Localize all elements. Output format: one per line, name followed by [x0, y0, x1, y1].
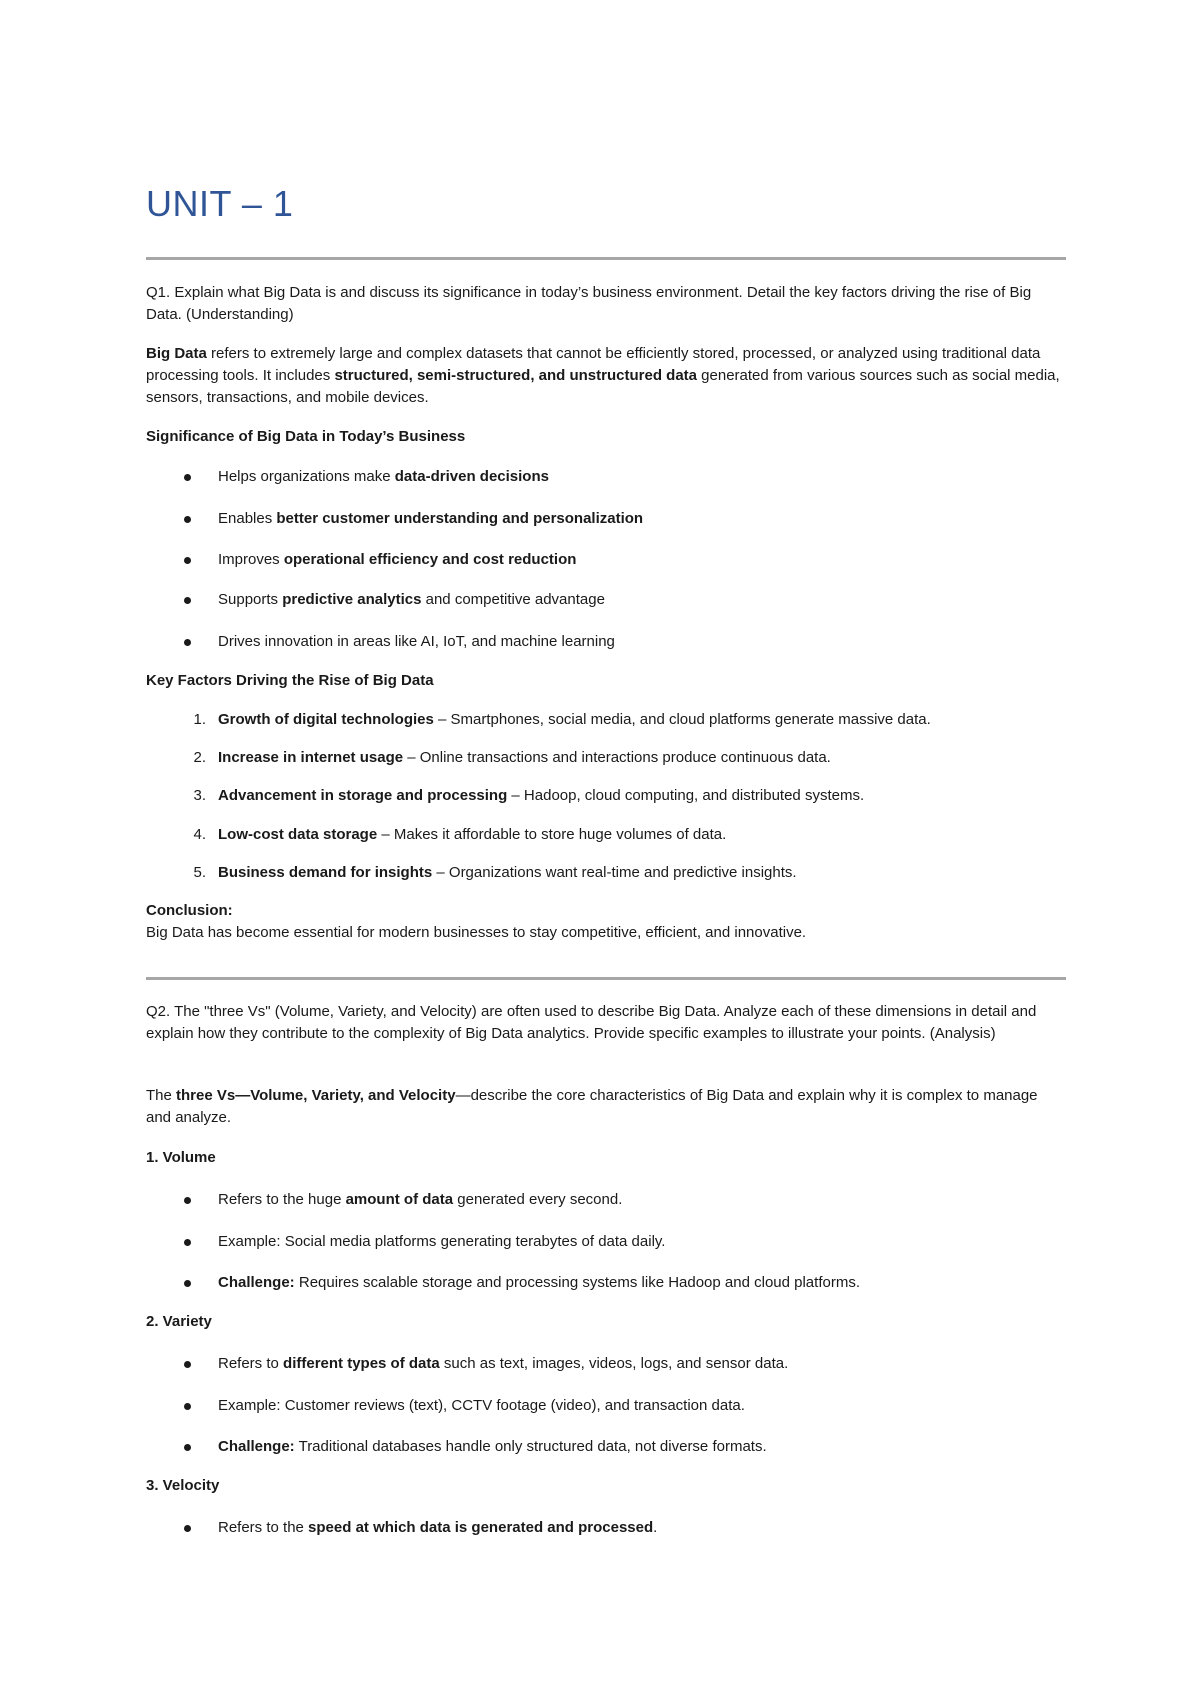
bullet-icon: [184, 1280, 191, 1287]
volume-heading: [146, 1147, 1066, 1169]
item-bold: speed at which data is generated and processed: [308, 1519, 654, 1536]
item-text: Example: Customer reviews (text), CCTV footage (video), and transaction data.: [218, 1397, 745, 1414]
bullet-icon: [184, 639, 191, 646]
item-bold: Growth of digital technologies: [218, 711, 434, 728]
item-text-post: generated every second.: [453, 1191, 623, 1208]
significance-item: [218, 549, 1066, 571]
item-text: Enables: [218, 510, 277, 527]
significance-item: [218, 589, 1066, 611]
q1-def-part-b: generated from various sources such as social media, sensors, transactions, and mobile devices.: [146, 367, 1060, 406]
factor-item: [193, 785, 1066, 807]
variety-item: [218, 1436, 1066, 1458]
item-number: 5.: [193, 864, 206, 881]
velocity-item: [218, 1517, 1066, 1539]
significance-item: [218, 631, 1066, 653]
item-bold: Increase in internet usage: [218, 749, 404, 766]
conclusion-label: Conclusion:: [146, 902, 233, 919]
section-divider: [146, 977, 1066, 980]
unit-heading: UNIT – 1: [146, 183, 294, 224]
conclusion-text: Big Data has become essential for modern businesses to stay competitive, efficient, and innovative.: [146, 924, 807, 941]
q1-def-term: Big Data: [146, 345, 207, 362]
item-bold: better customer understanding and personalization: [276, 510, 644, 527]
item-text: Helps organizations make: [218, 468, 395, 485]
significance-item: [218, 508, 1066, 530]
item-bold: Challenge:: [218, 1438, 295, 1455]
q1-def-part-a: refers to extremely large and complex datasets that cannot be efficiently stored, processed, or analyzed using traditional data processing tools. It includes: [146, 345, 1041, 384]
heading-divider: [146, 257, 1066, 260]
item-text: – Hadoop, cloud computing, and distributed systems.: [507, 787, 865, 804]
item-bold: data-driven decisions: [394, 468, 549, 485]
item-bold: Advancement in storage and processing: [218, 787, 508, 804]
bullet-icon: [184, 474, 191, 481]
velocity-heading-text: 3. Velocity: [146, 1477, 220, 1494]
bullet-icon: [184, 557, 191, 564]
item-text: Drives innovation in areas like AI, IoT, and machine learning: [218, 633, 615, 650]
item-bold: Business demand for insights: [218, 864, 433, 881]
factor-item: [193, 747, 1066, 769]
item-text: Example: Social media platforms generating terabytes of data daily.: [218, 1233, 666, 1250]
volume-heading-text: 1. Volume: [146, 1149, 216, 1166]
item-bold: amount of data: [345, 1191, 454, 1208]
intro-text-post: —describe the core characteristics of Big Data and explain why it is complex to manage and analyze.: [146, 1087, 1038, 1126]
item-text: – Organizations want real-time and predictive insights.: [432, 864, 797, 881]
intro-bold: three Vs—Volume, Variety, and Velocity: [176, 1087, 456, 1104]
item-text: Supports: [218, 591, 283, 608]
variety-item: [218, 1395, 1066, 1417]
factor-item: [193, 824, 1066, 846]
item-text-post: Traditional databases handle only structured data, not diverse formats.: [294, 1438, 767, 1455]
conclusion: [146, 900, 1066, 944]
bullet-icon: [184, 1197, 191, 1204]
variety-heading: [146, 1311, 1066, 1333]
item-text: – Makes it affordable to store huge volumes of data.: [377, 826, 727, 843]
item-text: Refers to the: [218, 1519, 309, 1536]
item-text: Improves: [218, 551, 284, 568]
item-text: – Online transactions and interactions produce continuous data.: [403, 749, 831, 766]
volume-item: [218, 1272, 1066, 1294]
intro-text: The: [146, 1087, 177, 1104]
significance-heading: [146, 426, 1066, 448]
q1-definition: [146, 343, 1066, 409]
factors-heading: [146, 670, 1066, 692]
bullet-icon: [184, 1525, 191, 1532]
q1-def-bold: structured, semi-structured, and unstructured data: [334, 367, 698, 384]
item-bold: different types of data: [283, 1355, 440, 1372]
item-number: 4.: [193, 826, 206, 843]
variety-heading-text: 2. Variety: [146, 1313, 212, 1330]
variety-item: [218, 1353, 1066, 1375]
q2-question: Q2. The "three Vs" (Volume, Variety, and Velocity) are often used to describe Big Data. Analyze each of these dimensions in detail and explain how they contribute to the complexity of Big Data analytics. Provide specific examples to illustrate your points. (Analysis): [146, 1003, 1037, 1042]
significance-heading-text: Significance of Big Data in Today’s Business: [146, 428, 466, 445]
factor-item: [193, 709, 1066, 731]
item-text: Refers to: [218, 1355, 284, 1372]
q2-intro: [146, 1085, 1066, 1129]
velocity-heading: [146, 1475, 1066, 1497]
bullet-icon: [184, 1444, 191, 1451]
factor-item: [193, 862, 1066, 884]
item-number: 2.: [193, 749, 206, 766]
bullet-icon: [184, 1239, 191, 1246]
bullet-icon: [184, 597, 191, 604]
bullet-icon: [184, 516, 191, 523]
item-text-post: .: [653, 1519, 658, 1536]
item-bold: predictive analytics: [282, 591, 422, 608]
item-bold: operational efficiency and cost reduction: [283, 551, 577, 568]
item-bold: Low-cost data storage: [218, 826, 378, 843]
bullet-icon: [184, 1361, 191, 1368]
item-number: 1.: [193, 711, 206, 728]
item-text-post: such as text, images, videos, logs, and sensor data.: [439, 1355, 789, 1372]
item-bold: Challenge:: [218, 1274, 295, 1291]
item-text-post: Requires scalable storage and processing systems like Hadoop and cloud platforms.: [294, 1274, 860, 1291]
volume-item: [218, 1231, 1066, 1253]
item-text-post: and competitive advantage: [421, 591, 605, 608]
bullet-icon: [184, 1403, 191, 1410]
item-number: 3.: [193, 787, 206, 804]
q1-question: Q1. Explain what Big Data is and discuss its significance in today’s business environment. Detail the key factors driving the rise of Big Data. (Understanding): [146, 284, 1032, 323]
significance-item: [218, 466, 1066, 488]
factors-heading-text: Key Factors Driving the Rise of Big Data: [146, 672, 434, 689]
item-text: Refers to the huge: [218, 1191, 346, 1208]
volume-item: [218, 1189, 1066, 1211]
item-text: – Smartphones, social media, and cloud platforms generate massive data.: [433, 711, 931, 728]
